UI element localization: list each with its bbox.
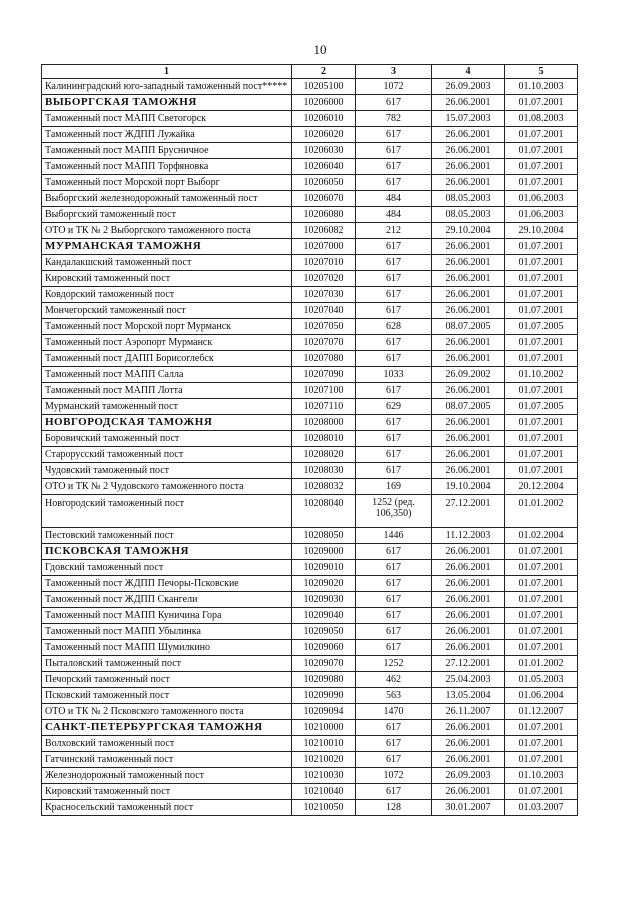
effective-date-cell: 01.07.2001 xyxy=(505,592,578,608)
table-row xyxy=(42,431,578,447)
document-date-cell: 11.12.2003 xyxy=(432,528,505,544)
table-row xyxy=(42,351,578,367)
effective-date-cell: 01.07.2001 xyxy=(505,175,578,191)
post-name-cell: Ковдорский таможенный пост xyxy=(42,287,292,303)
document-date-cell: 26.06.2001 xyxy=(432,255,505,271)
document-number-cell: 617 xyxy=(356,303,432,319)
effective-date-cell: 01.06.2003 xyxy=(505,207,578,223)
post-name-cell: Кандалакшский таможенный пост xyxy=(42,255,292,271)
document-date-cell: 26.06.2001 xyxy=(432,431,505,447)
table-row xyxy=(42,271,578,287)
document-number-cell: 617 xyxy=(356,608,432,624)
document-number-cell: 617 xyxy=(356,560,432,576)
column-header-3: 3 xyxy=(356,65,432,79)
effective-date-cell: 01.07.2001 xyxy=(505,463,578,479)
table-row xyxy=(42,383,578,399)
document-date-cell: 26.06.2001 xyxy=(432,624,505,640)
document-date-cell: 26.06.2001 xyxy=(432,415,505,431)
effective-date-cell: 01.10.2003 xyxy=(505,768,578,784)
effective-date-cell: 01.07.2001 xyxy=(505,351,578,367)
document-number-cell: 617 xyxy=(356,463,432,479)
code-cell: 10207040 xyxy=(292,303,356,319)
table-row xyxy=(42,319,578,335)
post-name-cell: Таможенный пост Аэропорт Мурманск xyxy=(42,335,292,351)
document-number-cell: 484 xyxy=(356,191,432,207)
code-cell: 10207090 xyxy=(292,367,356,383)
document-number-cell: 1446 xyxy=(356,528,432,544)
document-number-cell: 617 xyxy=(356,239,432,255)
document-date-cell: 26.06.2001 xyxy=(432,560,505,576)
effective-date-cell: 01.07.2001 xyxy=(505,143,578,159)
document-date-cell: 26.06.2001 xyxy=(432,736,505,752)
effective-date-cell: 01.12.2007 xyxy=(505,704,578,720)
code-cell: 10210040 xyxy=(292,784,356,800)
code-cell: 10210030 xyxy=(292,768,356,784)
document-number-cell: 617 xyxy=(356,624,432,640)
code-cell: 10208040 xyxy=(292,495,356,528)
document-number-cell: 628 xyxy=(356,319,432,335)
document-date-cell: 26.06.2001 xyxy=(432,127,505,143)
effective-date-cell: 01.07.2005 xyxy=(505,319,578,335)
code-cell: 10210000 xyxy=(292,720,356,736)
code-cell: 10206080 xyxy=(292,207,356,223)
code-cell: 10209050 xyxy=(292,624,356,640)
code-cell: 10209030 xyxy=(292,592,356,608)
post-name-cell: ОТО и ТК № 2 Выборгского таможенного поста xyxy=(42,223,292,239)
column-header-4: 4 xyxy=(432,65,505,79)
effective-date-cell: 01.07.2001 xyxy=(505,335,578,351)
code-cell: 10207000 xyxy=(292,239,356,255)
effective-date-cell: 01.10.2003 xyxy=(505,79,578,95)
post-name-cell: ПСКОВСКАЯ ТАМОЖНЯ xyxy=(42,544,292,560)
code-cell: 10207010 xyxy=(292,255,356,271)
table-row xyxy=(42,367,578,383)
document-date-cell: 08.07.2005 xyxy=(432,319,505,335)
code-cell: 10206082 xyxy=(292,223,356,239)
post-name-cell: Таможенный пост Морской порт Выборг xyxy=(42,175,292,191)
effective-date-cell: 01.07.2001 xyxy=(505,784,578,800)
post-name-cell: ОТО и ТК № 2 Псковского таможенного поста xyxy=(42,704,292,720)
code-cell: 10207070 xyxy=(292,335,356,351)
document-date-cell: 25.04.2003 xyxy=(432,672,505,688)
document-number-cell: 617 xyxy=(356,127,432,143)
code-cell: 10209040 xyxy=(292,608,356,624)
code-cell: 10207110 xyxy=(292,399,356,415)
document-number-cell: 617 xyxy=(356,255,432,271)
effective-date-cell: 01.07.2001 xyxy=(505,624,578,640)
effective-date-cell: 01.07.2001 xyxy=(505,736,578,752)
code-cell: 10208032 xyxy=(292,479,356,495)
table-row xyxy=(42,79,578,95)
code-cell: 10206020 xyxy=(292,127,356,143)
document-number-cell: 617 xyxy=(356,95,432,111)
document-date-cell: 29.10.2004 xyxy=(432,223,505,239)
table-row xyxy=(42,479,578,495)
document-date-cell: 26.06.2001 xyxy=(432,159,505,175)
post-name-cell: Таможенный пост МАПП Куничина Гора xyxy=(42,608,292,624)
post-name-cell: Кировский таможенный пост xyxy=(42,784,292,800)
effective-date-cell: 01.05.2003 xyxy=(505,672,578,688)
document-date-cell: 30.01.2007 xyxy=(432,800,505,816)
post-name-cell: САНКТ-ПЕТЕРБУРГСКАЯ ТАМОЖНЯ xyxy=(42,720,292,736)
effective-date-cell: 01.07.2001 xyxy=(505,752,578,768)
code-cell: 10206010 xyxy=(292,111,356,127)
post-name-cell: ВЫБОРГСКАЯ ТАМОЖНЯ xyxy=(42,95,292,111)
effective-date-cell: 01.07.2001 xyxy=(505,431,578,447)
document-date-cell: 26.06.2001 xyxy=(432,608,505,624)
post-name-cell: Пестовский таможенный пост xyxy=(42,528,292,544)
effective-date-cell: 01.01.2002 xyxy=(505,656,578,672)
document-date-cell: 08.05.2003 xyxy=(432,207,505,223)
table-row xyxy=(42,576,578,592)
document-date-cell: 19.10.2004 xyxy=(432,479,505,495)
effective-date-cell: 01.08.2003 xyxy=(505,111,578,127)
document-date-cell: 27.12.2001 xyxy=(432,495,505,528)
table-row xyxy=(42,624,578,640)
document-number-cell: 617 xyxy=(356,431,432,447)
table-row xyxy=(42,175,578,191)
document-number-cell: 617 xyxy=(356,415,432,431)
document-date-cell: 26.06.2001 xyxy=(432,287,505,303)
effective-date-cell: 01.07.2001 xyxy=(505,544,578,560)
table-row xyxy=(42,191,578,207)
effective-date-cell: 29.10.2004 xyxy=(505,223,578,239)
table-row xyxy=(42,528,578,544)
effective-date-cell: 01.03.2007 xyxy=(505,800,578,816)
table-row xyxy=(42,447,578,463)
document-date-cell: 26.06.2001 xyxy=(432,383,505,399)
code-cell: 10209020 xyxy=(292,576,356,592)
effective-date-cell: 01.06.2004 xyxy=(505,688,578,704)
document-number-cell: 617 xyxy=(356,640,432,656)
table-row xyxy=(42,159,578,175)
post-name-cell: Таможенный пост МАПП Шумилкино xyxy=(42,640,292,656)
document-date-cell: 26.06.2001 xyxy=(432,175,505,191)
table-row xyxy=(42,704,578,720)
table-row xyxy=(42,592,578,608)
effective-date-cell: 01.01.2002 xyxy=(505,495,578,528)
document-date-cell: 26.09.2002 xyxy=(432,367,505,383)
document-number-cell: 617 xyxy=(356,159,432,175)
code-cell: 10206040 xyxy=(292,159,356,175)
document-number-cell: 169 xyxy=(356,479,432,495)
effective-date-cell: 01.07.2001 xyxy=(505,303,578,319)
post-name-cell: Печорский таможенный пост xyxy=(42,672,292,688)
document-date-cell: 26.06.2001 xyxy=(432,592,505,608)
document-number-cell: 629 xyxy=(356,399,432,415)
table-row xyxy=(42,111,578,127)
document-number-cell: 1072 xyxy=(356,768,432,784)
code-cell: 10206050 xyxy=(292,175,356,191)
code-cell: 10208030 xyxy=(292,463,356,479)
code-cell: 10207080 xyxy=(292,351,356,367)
post-name-cell: Кировский таможенный пост xyxy=(42,271,292,287)
table-row xyxy=(42,143,578,159)
code-cell: 10205100 xyxy=(292,79,356,95)
effective-date-cell: 01.07.2001 xyxy=(505,271,578,287)
section-row xyxy=(42,239,578,255)
effective-date-cell: 01.10.2002 xyxy=(505,367,578,383)
document-date-cell: 26.06.2001 xyxy=(432,271,505,287)
code-cell: 10206030 xyxy=(292,143,356,159)
document-number-cell: 1072 xyxy=(356,79,432,95)
post-name-cell: Калининградский юго-западный таможенный пост***** xyxy=(42,79,292,95)
post-name-cell: Таможенный пост ДАПП Борисоглебск xyxy=(42,351,292,367)
post-name-cell: Железнодорожный таможенный пост xyxy=(42,768,292,784)
section-row xyxy=(42,720,578,736)
table-row xyxy=(42,255,578,271)
post-name-cell: Волховский таможенный пост xyxy=(42,736,292,752)
table-row xyxy=(42,688,578,704)
post-name-cell: Таможенный пост МАПП Торфяновка xyxy=(42,159,292,175)
post-name-cell: Чудовский таможенный пост xyxy=(42,463,292,479)
code-cell: 10206070 xyxy=(292,191,356,207)
document-number-cell: 462 xyxy=(356,672,432,688)
document-number-cell: 617 xyxy=(356,351,432,367)
code-cell: 10209060 xyxy=(292,640,356,656)
code-cell: 10208020 xyxy=(292,447,356,463)
table-row xyxy=(42,399,578,415)
column-header-2: 2 xyxy=(292,65,356,79)
page-number: 10 xyxy=(313,42,327,57)
document-date-cell: 08.07.2005 xyxy=(432,399,505,415)
document-number-cell: 1252 xyxy=(356,656,432,672)
effective-date-cell: 20.12.2004 xyxy=(505,479,578,495)
effective-date-cell: 01.07.2001 xyxy=(505,560,578,576)
post-name-cell: Гдовский таможенный пост xyxy=(42,560,292,576)
post-name-cell: Мончегорский таможенный пост xyxy=(42,303,292,319)
document-number-cell: 1470 xyxy=(356,704,432,720)
document-number-cell: 484 xyxy=(356,207,432,223)
column-header-5: 5 xyxy=(505,65,578,79)
effective-date-cell: 01.07.2001 xyxy=(505,255,578,271)
post-name-cell: Пыталовский таможенный пост xyxy=(42,656,292,672)
header-row xyxy=(42,65,578,79)
post-name-cell: Таможенный пост МАПП Брусничное xyxy=(42,143,292,159)
document-number-cell: 617 xyxy=(356,143,432,159)
post-name-cell: ОТО и ТК № 2 Чудовского таможенного поста xyxy=(42,479,292,495)
document-number-cell: 128 xyxy=(356,800,432,816)
table-row xyxy=(42,752,578,768)
effective-date-cell: 01.07.2001 xyxy=(505,383,578,399)
post-name-cell: Выборгский железнодорожный таможенный пост xyxy=(42,191,292,207)
document-date-cell: 26.06.2001 xyxy=(432,351,505,367)
document-date-cell: 27.12.2001 xyxy=(432,656,505,672)
document-number-cell: 617 xyxy=(356,175,432,191)
document-number-cell: 1252 (ред. 106,350) xyxy=(356,495,432,528)
table-row xyxy=(42,736,578,752)
code-cell: 10207050 xyxy=(292,319,356,335)
table-row xyxy=(42,608,578,624)
code-cell: 10206000 xyxy=(292,95,356,111)
post-name-cell: Таможенный пост МАПП Лотта xyxy=(42,383,292,399)
post-name-cell: Боровичский таможенный пост xyxy=(42,431,292,447)
document-date-cell: 15.07.2003 xyxy=(432,111,505,127)
table-row xyxy=(42,800,578,816)
table-row xyxy=(42,656,578,672)
table-row xyxy=(42,287,578,303)
table-row xyxy=(42,127,578,143)
code-cell: 10207020 xyxy=(292,271,356,287)
post-name-cell: Мурманский таможенный пост xyxy=(42,399,292,415)
document-date-cell: 26.06.2001 xyxy=(432,95,505,111)
effective-date-cell: 01.07.2001 xyxy=(505,127,578,143)
document-number-cell: 617 xyxy=(356,592,432,608)
section-row xyxy=(42,95,578,111)
code-cell: 10210050 xyxy=(292,800,356,816)
document-number-cell: 617 xyxy=(356,720,432,736)
section-row xyxy=(42,415,578,431)
document-number-cell: 617 xyxy=(356,335,432,351)
post-name-cell: Новгородский таможенный пост xyxy=(42,495,292,528)
table-row xyxy=(42,784,578,800)
document-date-cell: 26.06.2001 xyxy=(432,720,505,736)
table-row xyxy=(42,303,578,319)
document-date-cell: 26.09.2003 xyxy=(432,768,505,784)
document-date-cell: 26.06.2001 xyxy=(432,544,505,560)
post-name-cell: Гатчинский таможенный пост xyxy=(42,752,292,768)
code-cell: 10208010 xyxy=(292,431,356,447)
document-date-cell: 26.06.2001 xyxy=(432,335,505,351)
table-row xyxy=(42,223,578,239)
document-number-cell: 617 xyxy=(356,544,432,560)
document-number-cell: 617 xyxy=(356,576,432,592)
effective-date-cell: 01.07.2001 xyxy=(505,576,578,592)
effective-date-cell: 01.07.2001 xyxy=(505,447,578,463)
document-date-cell: 26.06.2001 xyxy=(432,576,505,592)
customs-posts-table xyxy=(41,64,578,816)
post-name-cell: Выборгский таможенный пост xyxy=(42,207,292,223)
post-name-cell: Таможенный пост МАПП Убылинка xyxy=(42,624,292,640)
code-cell: 10209070 xyxy=(292,656,356,672)
post-name-cell: МУРМАНСКАЯ ТАМОЖНЯ xyxy=(42,239,292,255)
effective-date-cell: 01.07.2001 xyxy=(505,287,578,303)
code-cell: 10209000 xyxy=(292,544,356,560)
document-number-cell: 617 xyxy=(356,752,432,768)
post-name-cell: Таможенный пост Морской порт Мурманск xyxy=(42,319,292,335)
post-name-cell: Таможенный пост ЖДПП Лужайка xyxy=(42,127,292,143)
document-date-cell: 08.05.2003 xyxy=(432,191,505,207)
post-name-cell: Красносельский таможенный пост xyxy=(42,800,292,816)
document-number-cell: 782 xyxy=(356,111,432,127)
table-row xyxy=(42,207,578,223)
table-row xyxy=(42,463,578,479)
effective-date-cell: 01.07.2005 xyxy=(505,399,578,415)
column-header-1: 1 xyxy=(42,65,292,79)
table-row xyxy=(42,495,578,528)
effective-date-cell: 01.06.2003 xyxy=(505,191,578,207)
effective-date-cell: 01.07.2001 xyxy=(505,95,578,111)
post-name-cell: Таможенный пост ЖДПП Скангели xyxy=(42,592,292,608)
post-name-cell: Псковский таможенный пост xyxy=(42,688,292,704)
code-cell: 10209080 xyxy=(292,672,356,688)
effective-date-cell: 01.07.2001 xyxy=(505,720,578,736)
code-cell: 10208050 xyxy=(292,528,356,544)
post-name-cell: Таможенный пост МАПП Светогорск xyxy=(42,111,292,127)
code-cell: 10209010 xyxy=(292,560,356,576)
post-name-cell: Старорусский таможенный пост xyxy=(42,447,292,463)
document-number-cell: 617 xyxy=(356,736,432,752)
document-date-cell: 26.06.2001 xyxy=(432,143,505,159)
table-row xyxy=(42,640,578,656)
section-row xyxy=(42,544,578,560)
document-date-cell: 13.05.2004 xyxy=(432,688,505,704)
table-body xyxy=(42,79,578,816)
document-date-cell: 26.11.2007 xyxy=(432,704,505,720)
document-date-cell: 26.06.2001 xyxy=(432,447,505,463)
document-number-cell: 617 xyxy=(356,784,432,800)
document-number-cell: 617 xyxy=(356,271,432,287)
code-cell: 10210020 xyxy=(292,752,356,768)
document-date-cell: 26.06.2001 xyxy=(432,303,505,319)
document-number-cell: 1033 xyxy=(356,367,432,383)
document-date-cell: 26.06.2001 xyxy=(432,239,505,255)
table-row xyxy=(42,672,578,688)
post-name-cell: НОВГОРОДСКАЯ ТАМОЖНЯ xyxy=(42,415,292,431)
effective-date-cell: 01.07.2001 xyxy=(505,239,578,255)
document-number-cell: 617 xyxy=(356,287,432,303)
document-date-cell: 26.06.2001 xyxy=(432,784,505,800)
effective-date-cell: 01.02.2004 xyxy=(505,528,578,544)
code-cell: 10207030 xyxy=(292,287,356,303)
document-date-cell: 26.09.2003 xyxy=(432,79,505,95)
document-date-cell: 26.06.2001 xyxy=(432,640,505,656)
effective-date-cell: 01.07.2001 xyxy=(505,640,578,656)
document-number-cell: 617 xyxy=(356,383,432,399)
code-cell: 10207100 xyxy=(292,383,356,399)
effective-date-cell: 01.07.2001 xyxy=(505,608,578,624)
table-row xyxy=(42,768,578,784)
table-row xyxy=(42,335,578,351)
effective-date-cell: 01.07.2001 xyxy=(505,159,578,175)
document-date-cell: 26.06.2001 xyxy=(432,463,505,479)
table-row xyxy=(42,560,578,576)
document-number-cell: 563 xyxy=(356,688,432,704)
post-name-cell: Таможенный пост ЖДПП Печоры-Псковские xyxy=(42,576,292,592)
effective-date-cell: 01.07.2001 xyxy=(505,415,578,431)
document-number-cell: 212 xyxy=(356,223,432,239)
code-cell: 10209090 xyxy=(292,688,356,704)
document-date-cell: 26.06.2001 xyxy=(432,752,505,768)
document-number-cell: 617 xyxy=(356,447,432,463)
code-cell: 10210010 xyxy=(292,736,356,752)
code-cell: 10209094 xyxy=(292,704,356,720)
code-cell: 10208000 xyxy=(292,415,356,431)
post-name-cell: Таможенный пост МАПП Салла xyxy=(42,367,292,383)
